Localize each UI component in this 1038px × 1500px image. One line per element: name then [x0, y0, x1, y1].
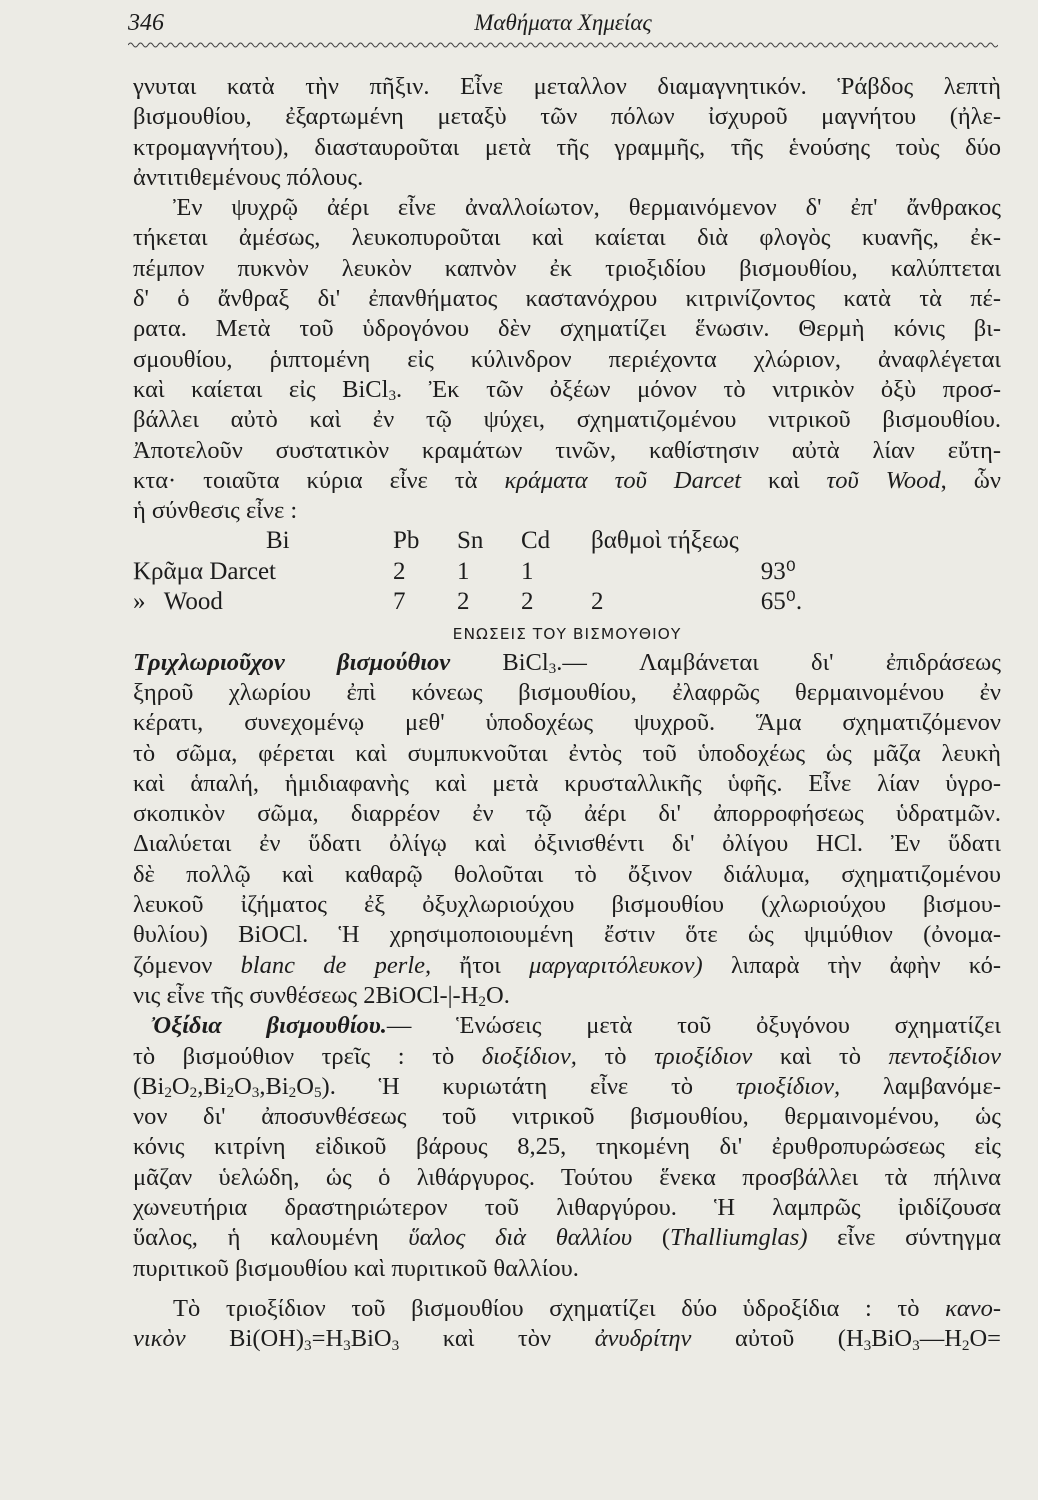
- text-line: λευκοῦ ἰζήματος ἐξ ὀξυχλωριούχου βισμουθίου (χλωριούχου βισμου-: [133, 891, 1001, 919]
- table-cell: 2: [457, 588, 470, 616]
- subscript: 3: [343, 1336, 351, 1354]
- text-span: .— Λαμβάνεται δι' ἐπιδράσεως: [556, 648, 1001, 676]
- italic-span: blanc de perle,: [240, 951, 432, 979]
- body-text: [133, 72, 1001, 1354]
- text-line: [133, 375, 1001, 405]
- table-cell: 1: [457, 557, 470, 585]
- text-span: — Ἑνώσεις μετὰ τοῦ ὀξυγόνου σχηματίζει: [386, 1012, 1001, 1040]
- subscript: 2: [478, 993, 486, 1011]
- text-span: (: [632, 1224, 670, 1252]
- text-span: O=: [969, 1325, 1001, 1353]
- text-line: [133, 1011, 1001, 1041]
- subsection-title: Τριχλωριοῦχον βισμούθιον: [133, 648, 451, 676]
- text-line: [133, 1223, 1001, 1253]
- text-span: ,Bi: [259, 1072, 289, 1100]
- text-line: θυλίου) BiOCl. Ἡ χρησιμοποιουμένη ἔστιν ὅτε ὡς ψιμύθιον (ὀνομα-: [133, 921, 1001, 949]
- text-span: BiCl: [502, 648, 549, 676]
- text-span: λιπαρὰ τὴν ἀφὴν κό-: [702, 951, 1001, 979]
- text-line: βάλλει αὐτὸ καὶ ἐν τῷ ψύχει, σχηματιζομένου νιτρικοῦ βισμουθίου.: [133, 406, 1001, 434]
- text-span: O: [234, 1072, 252, 1100]
- text-span: —H: [919, 1325, 962, 1353]
- text-span: Τὸ τριοξίδιον τοῦ βισμουθίου σχηματίζει δύο ὑδροξίδια : τὸ: [173, 1294, 946, 1322]
- text-line: κόνις κιτρίνη εἰδικοῦ βάρους 8,25, τηκομένη δι' ἐρυθροπυρώσεως εἰς: [133, 1133, 1001, 1161]
- table-cell: 2: [591, 588, 604, 616]
- subscript: 3: [912, 1336, 920, 1354]
- italic-span: πεντοξίδιον: [888, 1042, 1001, 1070]
- text-line: κέρατι, συνεχομένῳ μεθ' ὑποδοχέως ψυχροῦ. Ἅμα σχηματιζόμενον: [133, 709, 1001, 737]
- subscript: 3: [304, 1336, 312, 1354]
- table-cell: » Wood: [133, 588, 223, 616]
- text-span: καὶ καίεται εἰς BiCl: [133, 375, 389, 403]
- table-cell: 1: [521, 557, 534, 585]
- text-span: καὶ: [741, 466, 827, 494]
- text-line: πέμπον πυκνὸν λευκὸν καπνὸν ἐκ τριοξιδίου βισμουθίου, καλύπτεται: [133, 254, 1001, 282]
- text-span: ὕαλος, ἡ καλουμένη: [133, 1224, 409, 1252]
- text-span: καὶ τὸ: [752, 1042, 889, 1070]
- table-header-cell: Cd: [521, 527, 551, 555]
- text-line: [133, 466, 1001, 496]
- text-line: δ' ὁ ἄνθραξ δι' ἐπανθήματος καστανόχρου κιτρινίζοντος κατὰ τὰ πέ-: [133, 285, 1001, 313]
- text-line: Ἐν ψυχρῷ ἀέρι εἶνε ἀναλλοίωτον, θερμαινόμενον δ' ἐπ' ἄνθρακος: [173, 194, 1001, 222]
- text-span: καὶ τὸν: [399, 1325, 595, 1353]
- text-span: κτα· τοιαῦτα κύρια εἶνε τὰ: [133, 466, 505, 494]
- italic-span: ἀνυδρίτην: [594, 1325, 692, 1353]
- table-cell: 7: [393, 588, 406, 616]
- table-cell: Κρᾶμα Darcet: [133, 557, 276, 585]
- table-row: [133, 557, 802, 587]
- table-header-cell: [133, 526, 266, 556]
- text-span: τὸ: [576, 1042, 655, 1070]
- text-span: (Bi: [133, 1072, 165, 1100]
- table-header-row: [133, 526, 802, 556]
- table-cell: 93⁰: [760, 557, 796, 585]
- table-cell: 65⁰.: [760, 588, 803, 616]
- subsection-title: Ὀξίδια βισμουθίου.: [151, 1012, 387, 1040]
- table-cell: [591, 557, 739, 587]
- text-span: O.: [486, 981, 510, 1009]
- italic-span: ὕαλος διὰ θαλλίου: [408, 1224, 633, 1252]
- italic-span: Thalliumglas): [669, 1224, 808, 1252]
- text-span: ζόμενον: [133, 951, 241, 979]
- text-line: ἡ σύνθεσις εἶνε :: [133, 497, 298, 525]
- text-line: Ἀποτελοῦν συστατικὸν κραμάτων τινῶν, καθίστησιν αὐτὰ λίαν εὔτη-: [133, 436, 1001, 464]
- subscript: 3: [251, 1084, 260, 1102]
- wavy-rule-divider: [128, 40, 998, 50]
- text-span: εἶνε σύντηγμα: [807, 1224, 1001, 1252]
- text-line: [133, 951, 1001, 981]
- text-span: ,Bi: [197, 1072, 227, 1100]
- italic-span: τριοξίδιον: [654, 1042, 753, 1070]
- text-line: σκοπικὸν σῶμα, διαρρέον ἐν τῷ ἀέρι δι' ἀπορροφήσεως ὑδρατμῶν.: [133, 800, 1001, 828]
- subscript: 3: [548, 659, 557, 677]
- table-header-cell: Bi: [266, 527, 290, 555]
- subscript: 2: [226, 1084, 235, 1102]
- table-header-cell: Sn: [457, 527, 484, 555]
- italic-span: μαργαριτόλευκον): [529, 951, 703, 979]
- page-number: 346: [128, 10, 164, 36]
- text-line: νον δι' ἀποσυνθέσεως τοῦ νιτρικοῦ βισμουθίου, θερμαινομένου, ὡς: [133, 1103, 1001, 1131]
- subscript: 5: [313, 1084, 322, 1102]
- text-span: , ὧν: [940, 466, 1001, 494]
- text-line: [133, 1324, 1001, 1354]
- text-span: λαμβανόμε-: [840, 1072, 1001, 1100]
- text-line: [133, 1294, 1001, 1324]
- text-line: βισμουθίου, ἐξαρτωμένη μεταξὺ τῶν πόλων ἰσχυροῦ μαγνήτου (ἠλε-: [133, 103, 1001, 131]
- text-line: [133, 1072, 1001, 1102]
- running-title: Μαθήματα Χημείας: [474, 10, 652, 35]
- table-header-cell: Pb: [393, 527, 420, 555]
- text-line: τήκεται ἀμέσως, λευκοπυροῦται καὶ καίεται διὰ φλογὸς κυανῆς, ἐκ-: [133, 224, 1001, 252]
- text-span: . Ἐκ τῶν ὀξέων μόνον τὸ νιτρικὸν ὀξὺ προσ-: [396, 375, 1001, 403]
- text-span: O: [171, 1072, 190, 1100]
- italic-span: νικὸν: [133, 1325, 186, 1353]
- text-line: δὲ πολλῷ καὶ καθαρῷ θολοῦται τὸ ὄξινον διάλυμα, σχηματιζομένου: [133, 860, 1001, 888]
- text-span: ). Ἡ κυριωτάτη εἶνε τὸ: [321, 1072, 736, 1100]
- text-line: σμουθίου, ῥιπτομένη εἰς κύλινδρον περιέχοντα χλώριον, ἀναφλέγεται: [133, 345, 1001, 373]
- subscript: 2: [288, 1084, 297, 1102]
- subscript: 2: [164, 1084, 172, 1102]
- text-span: Bi(OH): [185, 1325, 305, 1353]
- text-line: γνυται κατὰ τὴν πῆξιν. Εἶνε μεταλλον διαμαγνητικόν. Ῥάβδος λεπτὴ: [133, 73, 1001, 100]
- table-row: [133, 587, 802, 617]
- subscript: 2: [189, 1084, 198, 1102]
- text-line: ἀντιτιθεμένους πόλους.: [133, 163, 364, 191]
- text-line: [133, 1042, 1001, 1072]
- text-span: ἤτοι: [431, 951, 530, 979]
- italic-span: κανο-: [945, 1294, 1001, 1322]
- text-line: ρατα. Μετὰ τοῦ ὑδρογόνου δὲν σχηματίζει ἕνωσιν. Θερμὴ κόνις βι-: [133, 315, 1001, 343]
- text-line: κτρομαγνήτου), διασταυροῦται μετὰ τῆς γραμμῆς, τῆς ἑνούσης τοὺς δύο: [133, 133, 1001, 161]
- text-span: O: [296, 1072, 314, 1100]
- text-span: αὐτοῦ (H: [691, 1325, 864, 1353]
- text-span: τὸ βισμούθιον τρεῖς : τὸ: [133, 1042, 482, 1070]
- table-cell: 2: [393, 557, 406, 585]
- text-line: καὶ ἁπαλή, ἡμιδιαφανὴς καὶ μετὰ κρυσταλλικῆς ὑφῆς. Εἶνε λίαν ὑγρο-: [133, 769, 1001, 797]
- text-line: ξηροῦ χλωρίου ἐπὶ κόνεως βισμουθίου, ἐλαφρῶς θερμαινομένου ἐν: [133, 678, 1001, 706]
- subscript: 3: [388, 387, 397, 405]
- table-header-cell: βαθμοὶ τήξεως: [591, 527, 739, 555]
- text-span: BiO: [350, 1325, 392, 1353]
- italic-span: διοξίδιον,: [481, 1042, 577, 1070]
- text-line: μᾶζαν ὑελώδη, ὡς ὁ λιθάργυρος. Τούτου ἕνεκα προσβάλλει τὰ πήλινα: [133, 1163, 1001, 1191]
- italic-span: τριοξίδιον,: [735, 1072, 841, 1100]
- subscript: 2: [961, 1336, 970, 1354]
- text-span: =H: [311, 1325, 344, 1353]
- alloy-composition-table: [133, 526, 802, 617]
- subscript: 3: [863, 1336, 872, 1354]
- text-line: πυριτικοῦ βισμουθίου καὶ πυριτικοῦ θαλλίου.: [133, 1254, 579, 1282]
- text-line: [133, 648, 1001, 678]
- subscript: 3: [391, 1336, 400, 1354]
- section-heading: ΕΝΩΣΕΙΣ ΤΟΥ ΒΙΣΜΟΥΘΙΟΥ: [452, 625, 682, 644]
- text-line: χωνευτήρια δραστηριώτερον τοῦ λιθαργύρου. Ἡ λαμπρῶς ἰριδίζουσα: [133, 1193, 1001, 1221]
- text-span: BiO: [871, 1325, 913, 1353]
- italic-span: κράματα τοῦ Darcet: [504, 466, 741, 494]
- page-header: [128, 10, 998, 40]
- text-span: νις εἶνε τῆς συνθέσεως 2BiOCl-|-H: [133, 981, 479, 1009]
- text-line: τὸ σῶμα, φέρεται καὶ συμπυκνοῦται ἐντὸς τοῦ ὑποδοχέως ὡς μᾶζα λευκὴ: [133, 739, 1001, 767]
- text-line: [133, 981, 1001, 1011]
- italic-span: τοῦ Wood: [826, 466, 941, 494]
- table-cell: 2: [521, 588, 534, 616]
- text-line: Διαλύεται ἐν ὕδατι ὀλίγῳ καὶ ὀξινισθέντι δι' ὀλίγου HCl. Ἐν ὕδατι: [133, 830, 1001, 858]
